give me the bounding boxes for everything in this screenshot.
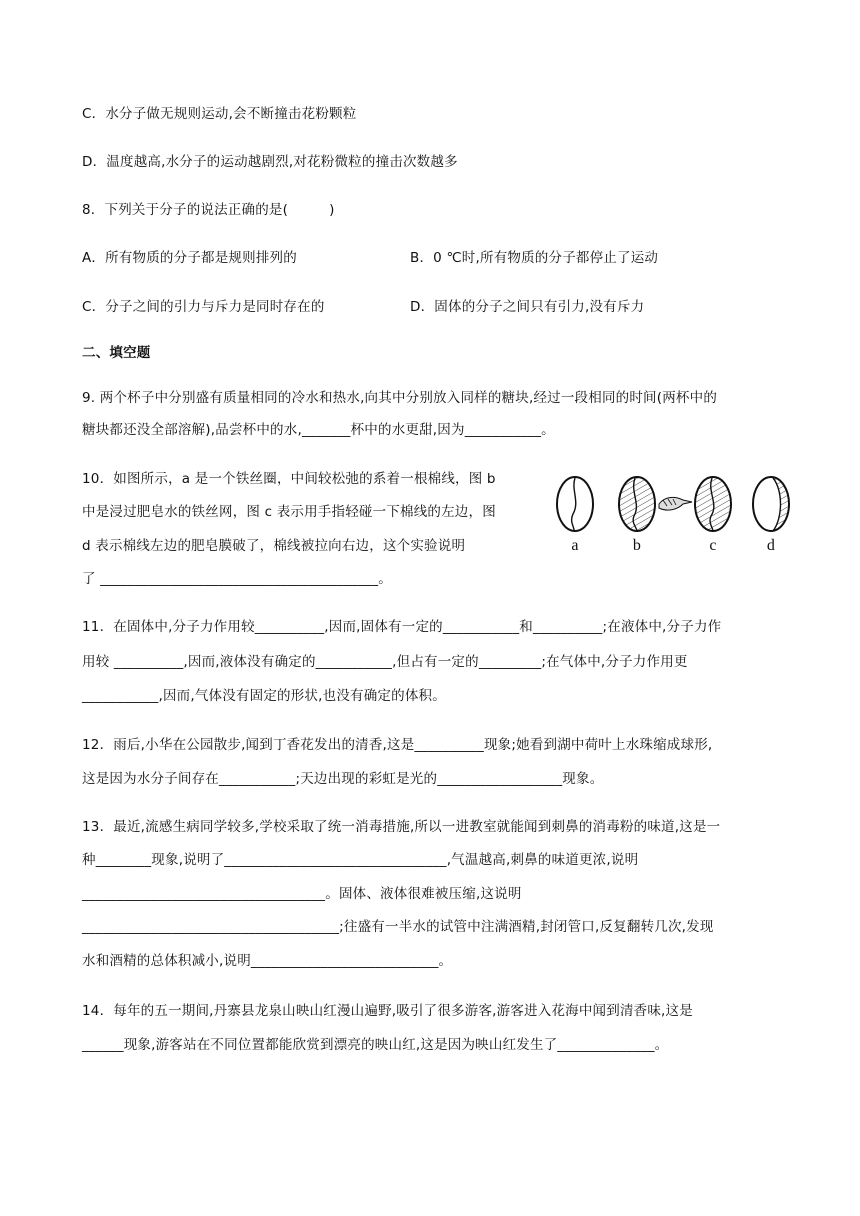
q8-option-b: B．0 ℃时,所有物质的分子都停止了运动 [410,250,659,266]
figure-label-a: a [571,537,579,554]
question-12-line2: 这是因为水分子间存在___________;天边出现的彩虹是光的__________________现象。 [82,771,604,787]
question-12-line1: 12．雨后,小华在公园散步,闻到丁香花发出的清香,这是__________现象;她看到湖中荷叶上水珠缩成球形, [82,737,713,753]
ring-b [619,477,655,531]
question-14-line2: ______现象,游客站在不同位置都能欣赏到漂亮的映山红,这是因为映山红发生了______________。 [82,1037,669,1053]
line-c-option: C．水分子做无规则运动,会不断撞击花粉颗粒 [82,106,357,122]
question-10-line1: 10．如图所示，a 是一个铁丝圈，中间较松弛的系着一根棉线，图 b [82,471,496,487]
q8-option-d: D．固体的分子之间只有引力,没有斥力 [410,299,645,315]
question-9-line1: 9. 两个杯子中分别盛有质量相同的冷水和热水,向其中分别放入同样的糖块,经过一段相同的时间(两杯中的 [82,390,718,406]
question-13-line5: 水和酒精的总体积减小,说明___________________________。 [82,953,453,969]
question-13-line2: 种________现象,说明了________________________________,气温越高,刺鼻的味道更浓,说明 [82,852,639,868]
question-13-line4: _____________________________________;往盛有一半水的试管中注满酒精,封闭管口,反复翻转几次,发现 [82,919,714,935]
figure-label-d: d [766,537,776,554]
question-11-line1: 11．在固体中,分子力作用较__________,因而,固体有一定的___________和__________;在液体中,分子力作 [82,619,722,635]
question-13-line1: 13．最近,流感生病同学较多,学校采取了统一消毒措施,所以一进教室就能闻到刺鼻的消毒粉的味道,这是一 [82,819,721,835]
question-11-line3: ___________,因而,气体没有固定的形状,也没有确定的体积。 [82,688,446,704]
ring-a [557,477,593,531]
question-8: 8．下列关于分子的说法正确的是( ) [82,202,335,218]
q8-option-a: A．所有物质的分子都是规则排列的 [82,250,297,266]
question-11-line2: 用较 __________,因而,液体没有确定的___________,但占有一定的_________;在气体中,分子力作用更 [82,654,688,670]
hand-icon [659,497,692,510]
question-10-line4: 了 ________________________________________。 [82,571,392,587]
soap-film-figure [551,470,791,556]
section-heading: 二、填空题 [82,345,151,361]
ring-d [753,477,789,531]
question-13-line3: ___________________________________。固体、液体很难被压缩,这说明 [82,886,522,902]
q8-option-c: C．分子之间的引力与斥力是同时存在的 [82,299,325,315]
figure-label-c: c [709,537,717,554]
question-10-line2: 中是浸过肥皂水的铁丝网，图 c 表示用手指轻碰一下棉线的左边，图 [82,504,496,520]
figure-label-b: b [632,537,642,554]
question-14-line1: 14．每年的五一期间,丹寨县龙泉山映山红漫山遍野,吸引了很多游客,游客进入花海中闻到清香味,这是 [82,1003,693,1019]
line-d-option: D．温度越高,水分子的运动越剧烈,对花粉微粒的撞击次数越多 [82,154,458,170]
ring-c [695,477,731,531]
question-10-line3: d 表示棉线左边的肥皂膜破了，棉线被拉向右边，这个实验说明 [82,538,466,554]
question-9-line2: 糖块都还没全部溶解),品尝杯中的水,_______杯中的水更甜,因为___________。 [82,422,555,438]
